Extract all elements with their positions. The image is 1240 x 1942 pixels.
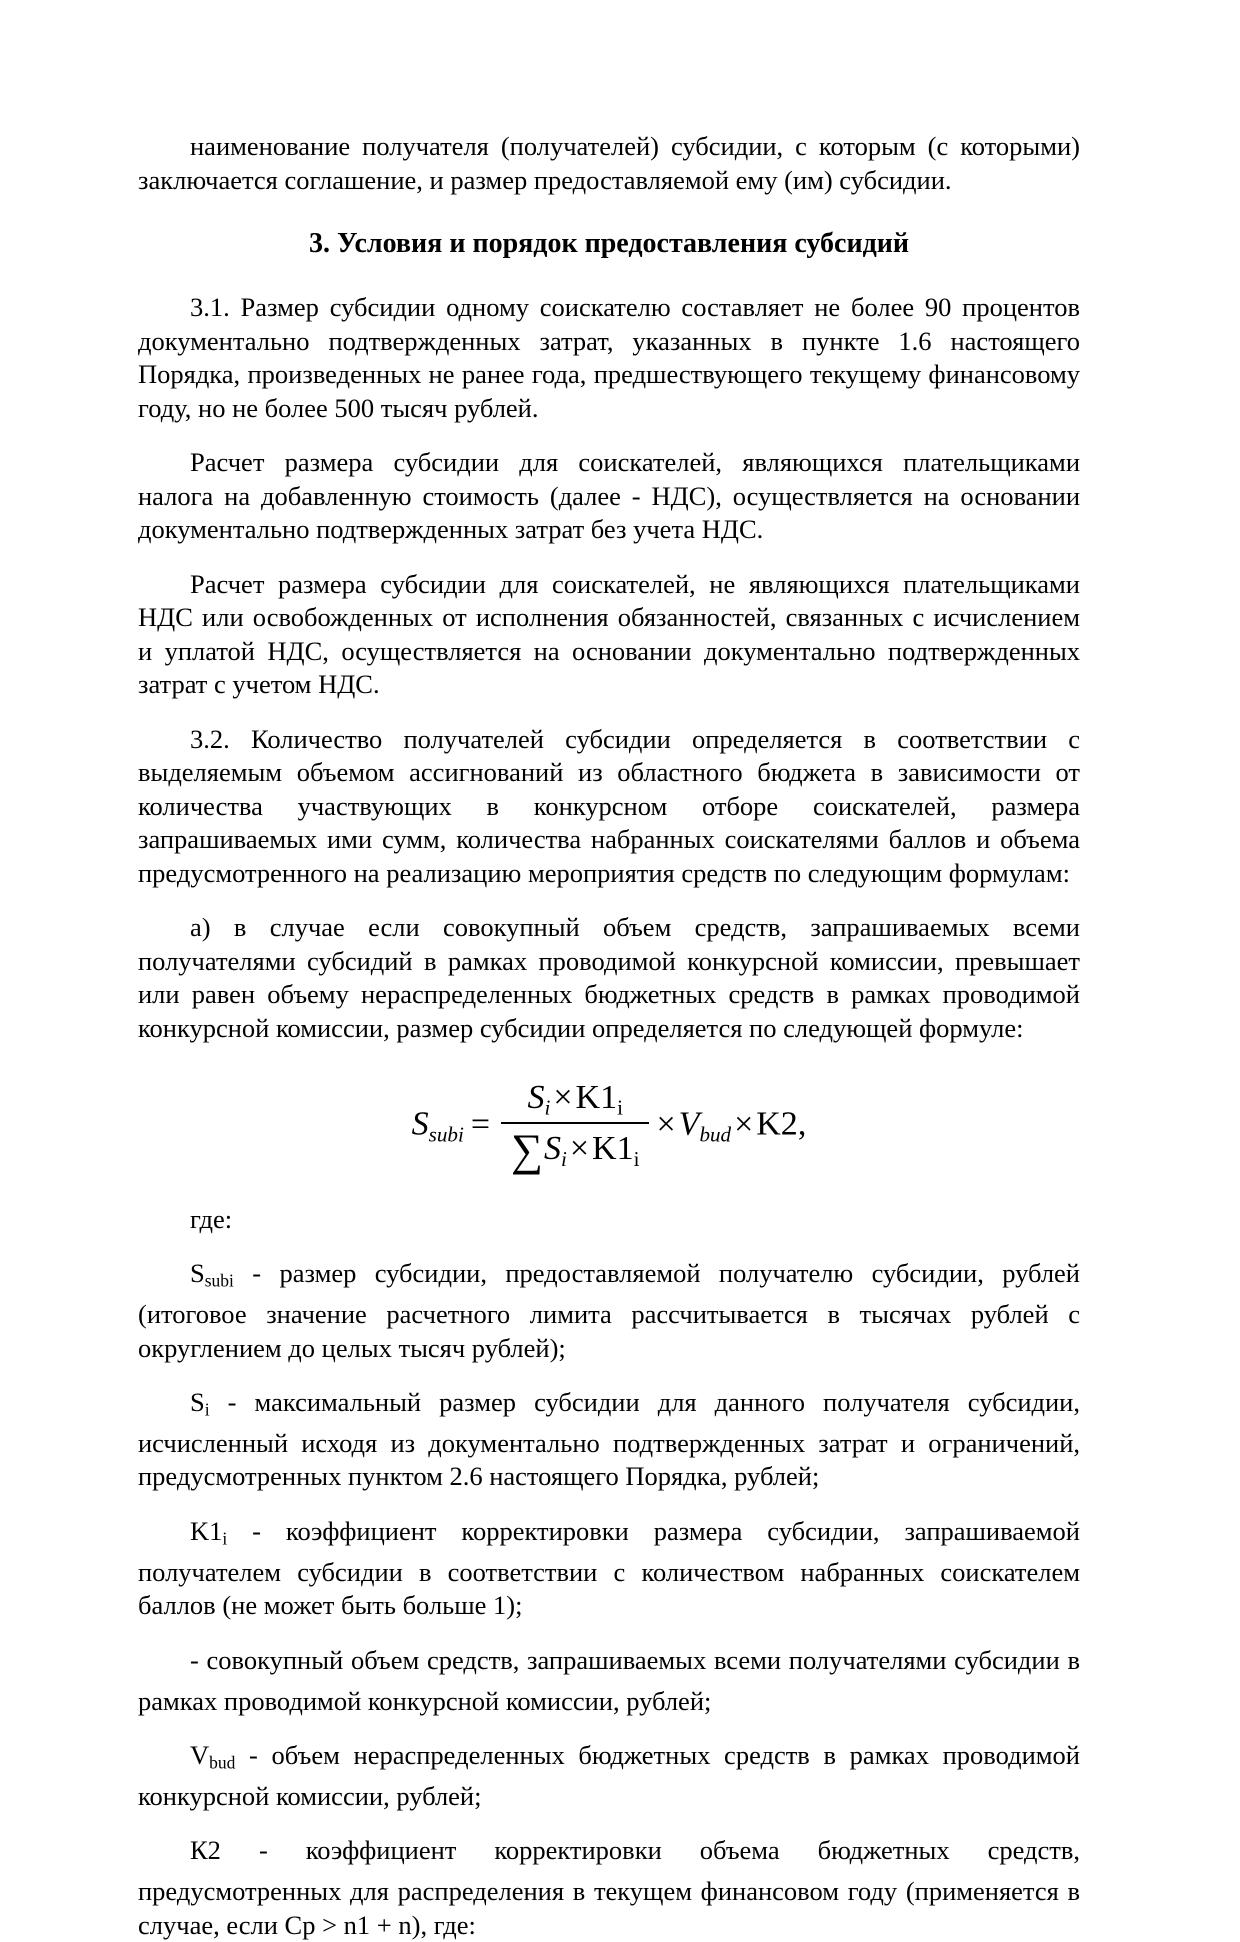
formula-denominator-coefficient-subscript: i [633, 1146, 640, 1171]
paragraph-nds-payers: Расчет размера субсидии для соискателей, являющихся плательщиками налога на добавленную стоимость (далее - НДС), осуществляется на основании документально подтвержденных затрат без учета НДС. [138, 447, 1080, 544]
formula-factor-v-subscript: bud [699, 1122, 732, 1147]
formula-numerator-times: × [553, 1079, 573, 1116]
paragraph-nds-nonpayers: Расчет размера субсидии для соискателей, не являющихся плательщиками НДС или освобожденных от исполнения обязанностей, связанных с исчислением и уплатой НДС, осуществляется на основании документально подтвержденных затрат с учетом НДС. [138, 568, 1080, 699]
paragraph-case-a: а) в случае если совокупный объем средств, запрашиваемых всеми получателями субсидий в рамках проводимой конкурсной комиссии, превышает или равен объему нераспределенных бюджетных средств в рамках проводимой конкурсной комиссии, размер субсидии определяется по следующей формуле: [138, 912, 1080, 1043]
definition-symbol: V [190, 1740, 210, 1771]
definition-k2 [138, 1834, 1080, 1942]
formula-lhs-symbol: S [411, 1105, 429, 1143]
formula-trailing-punctuation: , [797, 1105, 807, 1143]
formula-numerator-coefficient-subscript: i [617, 1095, 623, 1120]
definition-k1-i [138, 1515, 1080, 1623]
definition-text: - объем нераспределенных бюджетных средств в рамках проводимой конкурсной комиссии, рублей; [138, 1740, 1080, 1811]
formula-numerator-symbol: S [527, 1079, 545, 1116]
formula-fraction [501, 1081, 649, 1173]
formula-denominator-coefficient: K1 [592, 1129, 634, 1167]
section-heading: 3. Условия и порядок предоставления субсидий [308, 228, 910, 259]
definition-symbol: S [190, 1387, 205, 1418]
formula-numerator-coefficient: K1 [575, 1079, 618, 1116]
definition-text: - коэффициент корректировки размера субсидии, запрашиваемой получателем субсидии в соответствии с количеством набранных соискателем баллов (не может быть больше 1); [138, 1515, 1080, 1621]
formula-denominator-symbol: S [544, 1129, 561, 1167]
definition-total-volume [138, 1644, 1080, 1718]
definition-text: - коэффициент корректировки объема бюджетных средств, предусмотренных для распределения в текущем финансовом году (применяется в случае, если Ср > n1 + n), где: [138, 1835, 1080, 1940]
definition-text: - максимальный размер субсидии для данного получателя субсидии, исчисленный исходя из документально подтвержденных затрат и ограничений, предусмотренных пунктом 2.6 настоящего Порядка, рублей; [138, 1387, 1080, 1492]
definition-text: - размер субсидии, предоставляемой получателю субсидии, рублей (итоговое значение расчетного лимита рассчитывается в тысячах рублей с округлением до целых тысяч рублей); [138, 1258, 1080, 1363]
paragraph-3-1: 3.1. Размер субсидии одному соискателю составляет не более 90 процентов документально подтвержденных затрат, указанных в пункте 1.6 настоящего Порядка, произведенных не ранее года, предшествующего текущему финансовому году, но не более 500 тысяч рублей. [138, 292, 1080, 423]
definition-symbol: K1 [190, 1515, 223, 1546]
paragraph-3-2: 3.2. Количество получателей субсидии определяется в соответствии с выделяемым объемом ассигнований из областного бюджета в зависимости от количества участвующих в конкурсном отборе соискателей, размера запрашиваемых ими сумм, количества набранных соискателями баллов и объема предусмотренного на реализацию мероприятия средств по следующим формулам: [138, 723, 1080, 888]
formula-denominator [501, 1124, 649, 1173]
formula-denominator-times: × [569, 1129, 590, 1167]
formula-lhs-subscript: subi [428, 1122, 464, 1147]
definition-symbol-subscript: i [222, 1528, 228, 1549]
definition-symbol: S [190, 1258, 205, 1289]
formula-numerator [501, 1081, 649, 1124]
definition-s-i [138, 1386, 1080, 1494]
document-body [138, 130, 1080, 1942]
formula-multiply-1: × [656, 1105, 676, 1143]
definition-symbol-subscript: i [204, 1399, 210, 1420]
intro-paragraph: наименование получателя (получателей) субсидии, с которым (с которыми) заключается соглашение, и размер предоставляемой ему (им) субсидии. [138, 131, 1080, 195]
definition-s-subi [138, 1257, 1080, 1365]
where-label: где: [190, 1203, 233, 1234]
formula-equals: = [470, 1105, 490, 1143]
definition-symbol-subscript: bud [209, 1752, 236, 1773]
formula-multiply-2: × [734, 1105, 754, 1143]
definition-text: - совокупный объем средств, запрашиваемых всеми получателями субсидии в рамках проводимой конкурсной комиссии, рублей; [138, 1644, 1080, 1716]
definition-symbol-subscript: subi [204, 1270, 234, 1291]
summation-icon: ∑ [511, 1124, 543, 1175]
definition-v-bud [138, 1739, 1080, 1813]
formula-factor-k2: K2 [756, 1105, 798, 1143]
subsidy-formula-block [138, 1081, 1080, 1173]
subsidy-formula [412, 1081, 807, 1173]
formula-denominator-subscript: i [561, 1146, 567, 1171]
definition-symbol: К2 [190, 1835, 221, 1866]
formula-numerator-subscript: i [544, 1095, 551, 1120]
formula-factor-v: V [678, 1105, 700, 1143]
